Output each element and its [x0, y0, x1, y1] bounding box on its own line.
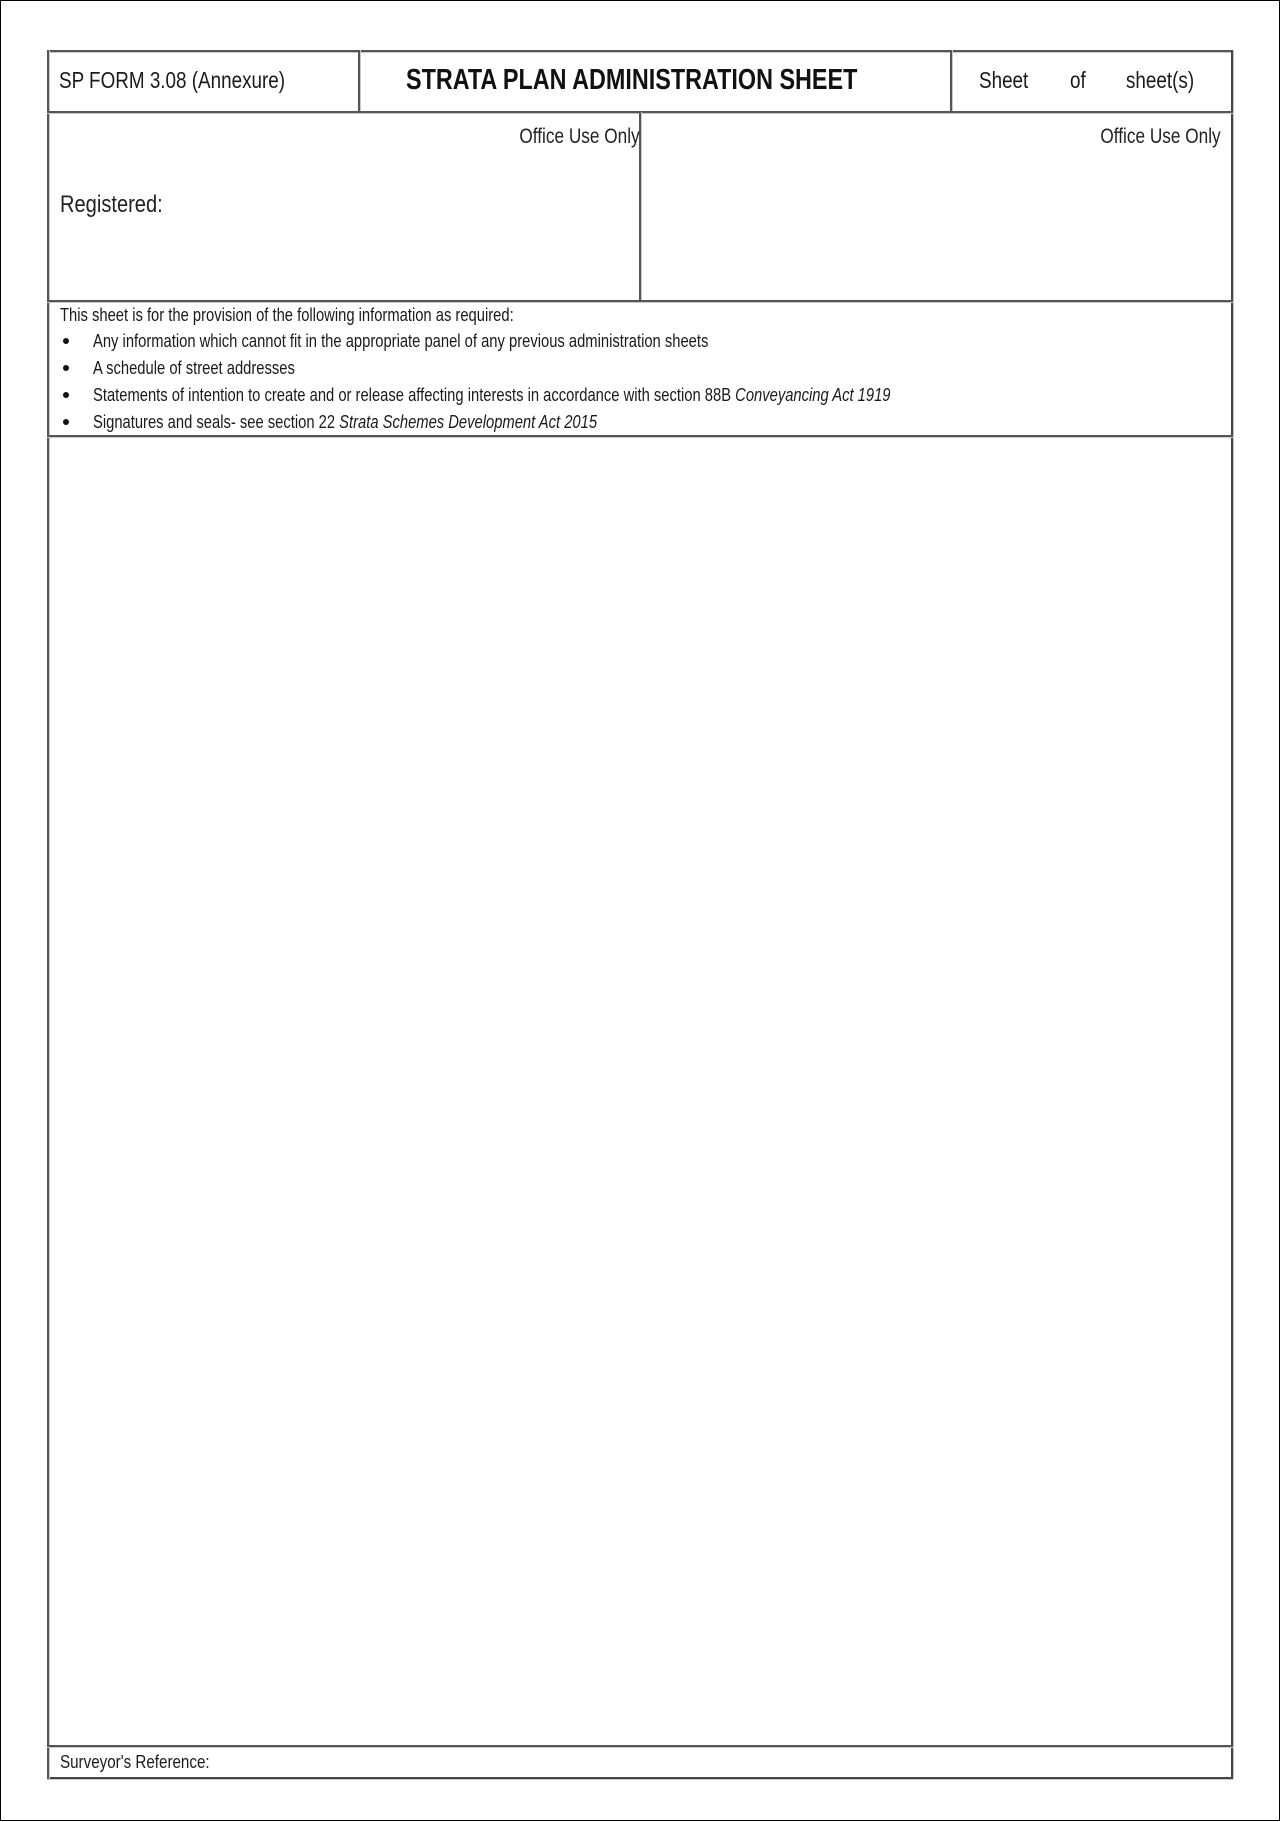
header-divider-1 [358, 50, 360, 112]
sheets-label [1126, 60, 1209, 100]
info-intro-text: This sheet is for the provision of the following information as required: [60, 305, 514, 325]
bullet-icon [63, 392, 69, 398]
bullet-text: Any information which cannot fit in the appropriate panel of any previous administration sheets [93, 331, 709, 351]
of-label [1070, 60, 1089, 100]
sheet-number-field[interactable] [1038, 60, 1068, 100]
form-right-border [1231, 50, 1233, 1779]
surveyor-reference-field[interactable] [247, 1748, 1227, 1776]
sheets-label-text: sheet(s) [1126, 67, 1195, 93]
form-top-border [47, 50, 1233, 52]
office-use-right-text: Office Use Only [1100, 125, 1221, 148]
info-bottom-border [47, 435, 1233, 437]
page-title-text: STRATA PLAN ADMINISTRATION SHEET [406, 64, 858, 96]
office-use-label-left [493, 122, 640, 152]
sheet-label [979, 60, 1039, 100]
administration-sheet-form [47, 50, 1233, 1779]
office-use-label-right [1074, 122, 1221, 152]
bullet-icon [63, 419, 69, 425]
form-bottom-border [47, 1777, 1233, 1779]
annexure-content-area[interactable] [49, 438, 1231, 1746]
bullet-icon [63, 338, 69, 344]
form-code-text: SP FORM 3.08 (Annexure) [59, 67, 286, 93]
surveyor-reference-text: Surveyor's Reference: [60, 1751, 210, 1772]
bullet-icon [63, 365, 69, 371]
registered-label [60, 190, 185, 220]
office-use-left-text: Office Use Only [519, 125, 640, 148]
form-code [59, 60, 335, 100]
registered-label-text: Registered: [60, 191, 163, 218]
sheet-label-text: Sheet [979, 67, 1029, 93]
bullet-text: Statements of intention to create and or release affecting interests in accordance with section 88B Conveyancing Act 1919 [93, 385, 891, 405]
of-label-text: of [1070, 67, 1086, 93]
bullet-text: Signatures and seals- see section 22 Strata Schemes Development Act 2015 [93, 412, 598, 432]
surveyor-reference-label [60, 1747, 242, 1777]
total-sheets-field[interactable] [1092, 60, 1124, 100]
info-intro [60, 304, 613, 326]
bullet-text: A schedule of street addresses [93, 358, 295, 378]
office-bottom-border [47, 300, 1233, 302]
page-title [406, 60, 956, 100]
